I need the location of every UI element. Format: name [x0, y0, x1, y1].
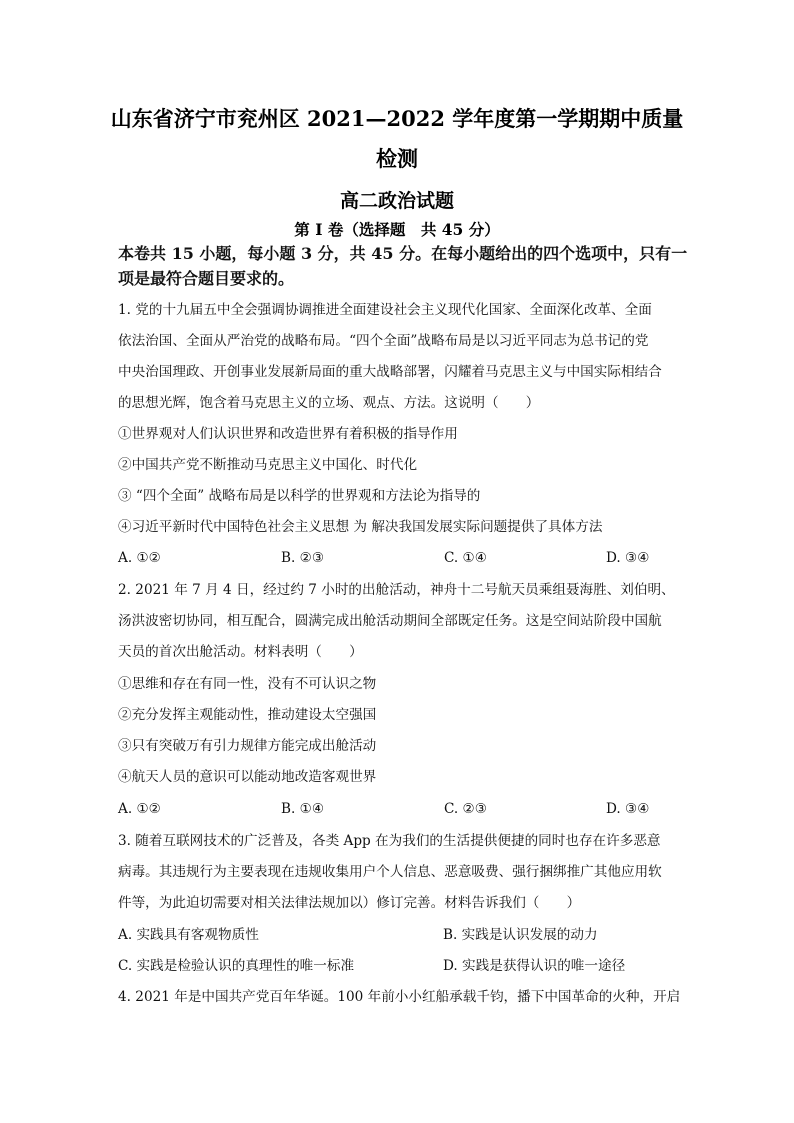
document-title-line-1: 山东省济宁市兖州区 2021—2022 学年度第一学期期中质量 — [110, 106, 684, 131]
q2-statement-2: ②充分发挥主观能动性，推动建设太空强国 — [118, 707, 377, 723]
instructions-line-2: 项是最符合题目要求的。 — [118, 269, 295, 288]
section-heading: 第 I 卷（选择题 共 45 分） — [294, 220, 500, 239]
document-title-line-2: 检测 — [376, 146, 418, 171]
q3-stem-line-2: 病毒。其违规行为主要表现在违规收集用户个人信息、恶意吸费、强行捆绑推广其他应用软 — [118, 864, 662, 880]
q2-statement-4: ④航天人员的意识可以能动地改造客观世界 — [118, 769, 377, 785]
q3-option-a: A. 实践具有客观物质性 — [118, 927, 259, 943]
q2-option-c: C. ②③ — [444, 801, 487, 817]
q1-option-a: A. ①② — [118, 550, 161, 566]
q3-stem-line-1: 3. 随着互联网技术的广泛普及，各类 App 在为我们的生活提供便捷的同时也存在许多恶意 — [118, 833, 661, 849]
q2-stem-line-2: 汤洪波密切协同，相互配合，圆满完成出舱活动期间全部既定任务。这是空间站阶段中国航 — [118, 613, 662, 629]
q1-option-c: C. ①④ — [444, 550, 487, 566]
instructions-line-1: 本卷共 15 小题，每小题 3 分，共 45 分。在每小题给出的四个选项中，只有一 — [118, 244, 688, 263]
q2-statement-1: ①思维和存在有同一性，没有不可认识之物 — [118, 676, 377, 692]
q1-option-d: D. ③④ — [606, 550, 650, 566]
q3-option-d: D. 实践是获得认识的唯一途径 — [443, 958, 626, 974]
q2-statement-3: ③只有突破万有引力规律方能完成出舱活动 — [118, 738, 377, 754]
q1-stem-line-4: 的思想光辉，饱含着马克思主义的立场、观点、方法。这说明（ ） — [118, 395, 540, 411]
q2-option-d: D. ③④ — [606, 801, 650, 817]
q1-statement-2: ②中国共产党不断推动马克思主义中国化、时代化 — [118, 457, 418, 473]
q1-stem-line-1: 1. 党的十九届五中全会强调协调推进全面建设社会主义现代化国家、全面深化改革、全面 — [118, 302, 652, 318]
q1-statement-1: ①世界观对人们认识世界和改造世界有着积极的指导作用 — [118, 426, 458, 442]
q1-statement-4: ④习近平新时代中国特色社会主义思想 为 解决我国发展实际问题提供了具体方法 — [118, 519, 603, 535]
q3-stem-line-3: 件等，为此迫切需要对相关法律法规加以）修订完善。材料告诉我们（ ） — [118, 895, 581, 911]
subject-title: 高二政治试题 — [339, 190, 454, 212]
q1-statement-3: ③ “四个全面” 战略布局是以科学的世界观和方法论为指导的 — [118, 488, 481, 504]
q3-option-c: C. 实践是检验认识的真理性的唯一标准 — [118, 958, 355, 974]
q1-stem-line-3: 中央治国理政、开创事业发展新局面的重大战略部署，闪耀着马克思主义与中国实际相结合 — [118, 364, 662, 380]
q1-stem-line-2: 依法治国、全面从严治党的战略布局。“四个全面”战略布局是以习近平同志为总书记的党 — [118, 333, 649, 349]
q2-stem-line-1: 2. 2021 年 7 月 4 日，经过约 7 小时的出舱活动，神舟十二号航天员乘组聂海胜、刘伯明、 — [118, 582, 675, 598]
q1-option-b: B. ②③ — [281, 550, 325, 566]
q4-stem-line-1: 4. 2021 年是中国共产党百年华诞。100 年前小小红船承载千钧，播下中国革命的火种，开启 — [118, 989, 681, 1005]
q3-option-b: B. 实践是认识发展的动力 — [443, 927, 598, 943]
q2-option-b: B. ①④ — [281, 801, 325, 817]
q2-stem-line-3: 天员的首次出舱活动。材料表明（ ） — [118, 644, 363, 660]
q2-option-a: A. ①② — [118, 801, 161, 817]
